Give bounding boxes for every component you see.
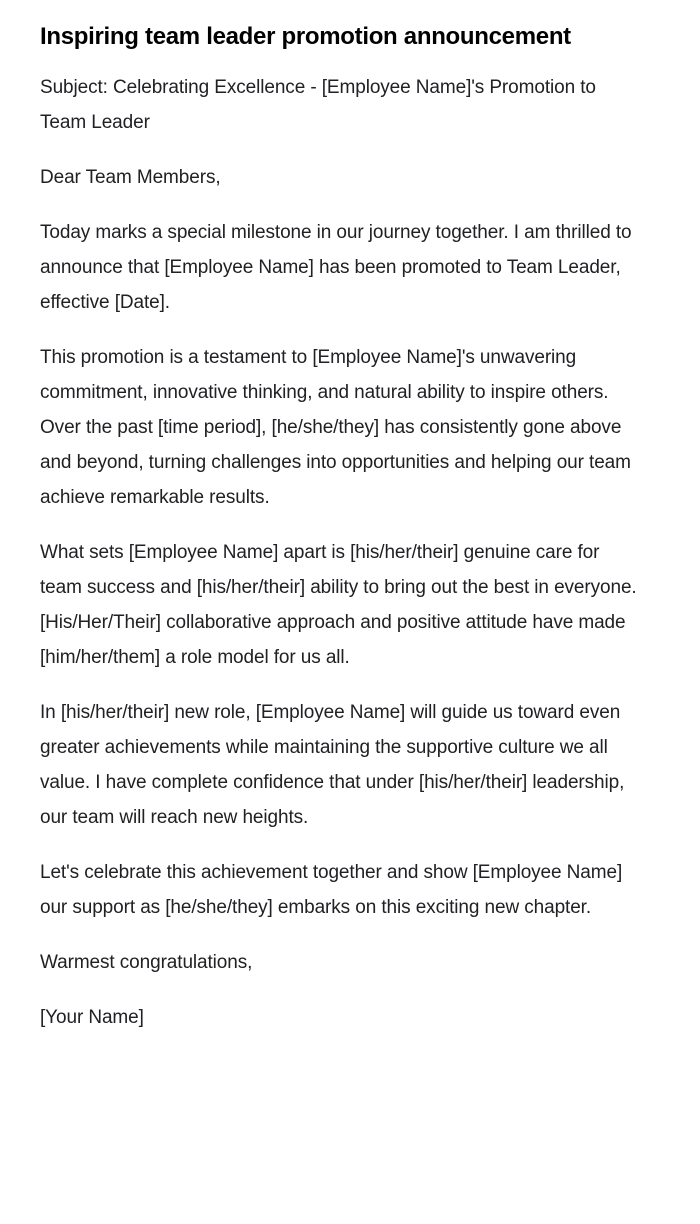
paragraph: This promotion is a testament to [Employee Name]'s unwavering commitment, innovative thinking, and natural ability to inspire others. Over the past [time period], [he/she/they] has consistently gone above and beyond, turning challenges into opportunities and helping our team achieve remarkable results.: [40, 347, 631, 508]
document-title: Inspiring team leader promotion announcement: [40, 23, 571, 50]
paragraph: Let's celebrate this achievement together and show [Employee Name] our support as [he/she/they] embarks on this exciting new chapter.: [40, 862, 623, 918]
paragraph-signature: [Your Name]: [40, 1007, 144, 1028]
paragraph-salutation: Dear Team Members,: [40, 167, 221, 188]
paragraph-closing: Warmest congratulations,: [40, 952, 253, 973]
paragraph: In [his/her/their] new role, [Employee Name] will guide us toward even greater achievements while maintaining the supportive culture we all value. I have complete confidence that under [his/her/their] leadership, our team will reach new heights.: [40, 702, 625, 828]
paragraph-subject: Subject: Celebrating Excellence - [Employee Name]'s Promotion to Team Leader: [40, 77, 596, 133]
paragraph: What sets [Employee Name] apart is [his/her/their] genuine care for team success and [his/her/their] ability to bring out the best in everyone. [His/Her/Their] collaborative approach and positive attitude have made [him/her/them] a role model for us all.: [40, 542, 637, 668]
paragraph: Today marks a special milestone in our journey together. I am thrilled to announce that [Employee Name] has been promoted to Team Leader, effective [Date].: [40, 222, 632, 313]
